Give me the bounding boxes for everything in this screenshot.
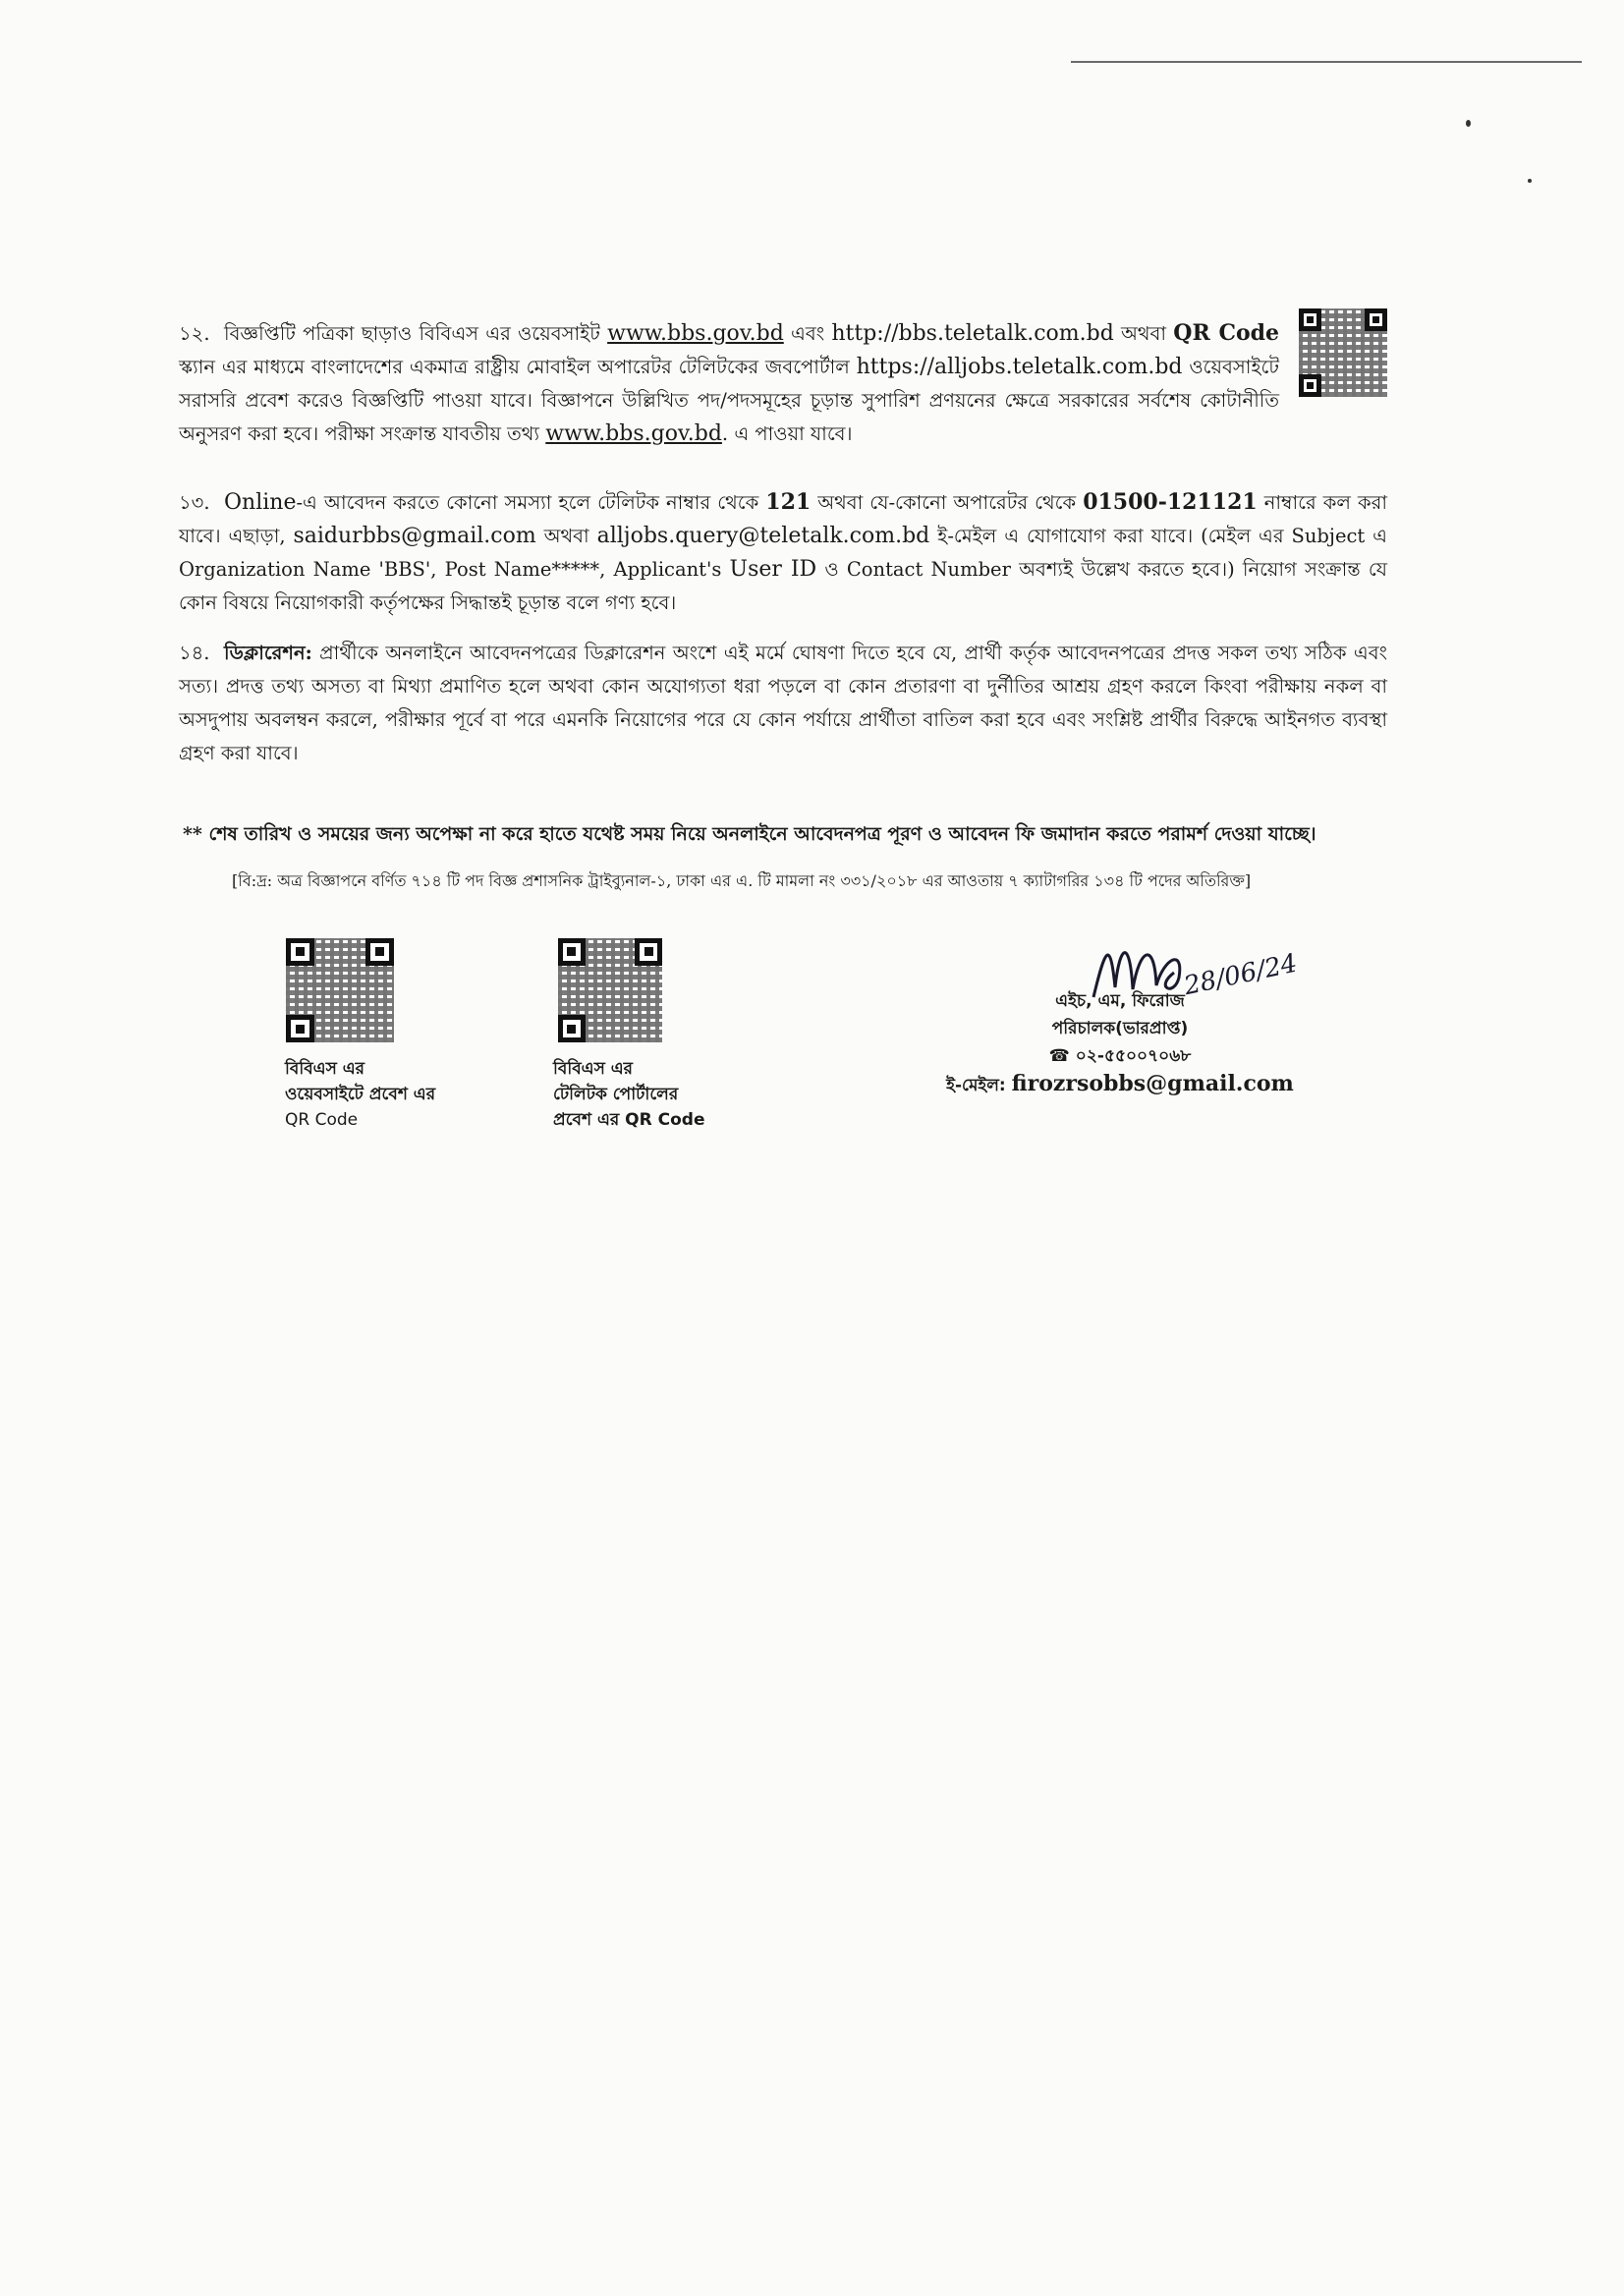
scan-artifact-dot [1528,179,1532,183]
qr-caption-website: বিবিএস এর ওয়েবসাইটে প্রবেশ এর QR Code [285,1059,436,1130]
clause-number: ১৪. [179,642,210,664]
email-link[interactable]: saidurbbs@gmail.com [293,524,536,548]
qr-caption-teletalk: বিবিএস এর টেলিটক পোর্টালের প্রবেশ এর QR Code [553,1059,705,1130]
bbs-website-link[interactable]: www.bbs.gov.bd [545,421,722,446]
signatory-block [914,987,1326,1099]
bbs-website-link[interactable]: www.bbs.gov.bd [607,321,784,346]
clause-number: ১৩. [179,491,210,514]
declaration-heading: ডিক্লারেশন: [224,642,312,664]
clause-12: ১২. বিজ্ঞপ্তিটি পত্রিকা ছাড়াও বিবিএস এর ওয়েবসাইট www.bbs.gov.bd এবং http://bbs.teletalk.com.bd অথবা QR Code স্ক্যান এর মাধ্যমে বাংলাদেশের একমাত্র রাষ্ট্রীয় মোবাইল অপারেটর টেলিটকের জবপোর্টাল https://alljobs.teletalk.com.bd ওয়েবসাইটে সরাসরি প্রবেশ করেও বিজ্ঞপ্তিটি পাওয়া যাবে। বিজ্ঞাপনে উল্লিখিত পদ/পদসমূহের চূড়ান্ত সুপারিশ প্রণয়নের ক্ষেত্রে সরকারের সর্বশেষ কোটানীতি অনুসরণ করা হবে। পরীক্ষা সংক্রান্ত যাবতীয় তথ্য www.bbs.gov.bd. এ পাওয়া যাবে। [179,316,1279,451]
email-link[interactable]: alljobs.query@teletalk.com.bd [596,524,930,548]
signatory-phone: ☎ ০২-৫৫০০৭০৬৮ [1048,1046,1192,1066]
clause-14: ১৪. ডিক্লারেশন: প্রার্থীকে অনলাইনে আবেদনপত্রের ডিক্লারেশন অংশে এই মর্মে ঘোষণা দিতে হবে যে, প্রার্থী কর্তৃক আবেদনপত্রের প্রদত্ত সকল তথ্য সঠিক এবং সত্য। প্রদত্ত তথ্য অসত্য বা মিথ্যা প্রমাণিত হলে অথবা কোন অযোগ্যতা ধরা পড়লে বা কোন প্রতারণা বা দুর্নীতির আশ্রয় গ্রহণ করলে কিংবা পরীক্ষায় নকল বা অসদুপায় অবলম্বন করলে, পরীক্ষার পূর্বে বা পরে এমনকি নিয়োগের পরে যে কোন পর্যায়ে প্রার্থীতা বাতিল করা হবে এবং সংশ্লিষ্ট প্রার্থীর বিরুদ্ধে আইনগত ব্যবস্থা গ্রহণ করা যাবে। [179,637,1387,770]
scan-artifact-line [1071,61,1582,63]
phone-icon: ☎ [1048,1046,1070,1066]
clause-number: ১২. [179,322,210,345]
qr-code-label: QR Code [1173,320,1280,346]
teletalk-bbs-link[interactable]: http://bbs.teletalk.com.bd [831,321,1114,346]
alljobs-link[interactable]: https://alljobs.teletalk.com.bd [856,355,1183,379]
qr-code-image [558,938,662,1042]
qr-code-image [286,938,394,1042]
signature-date: 28/06/24 [1181,948,1301,1002]
qr-code-image [1299,308,1387,397]
email-link[interactable]: firozrsobbs@gmail.com [1011,1071,1294,1096]
scan-artifact-dot [1466,120,1471,127]
signatory-title: পরিচালক(ভারপ্রাপ্ত) [1051,1019,1189,1038]
signatory-name: এইচ, এম, ফিরোজ [1055,991,1185,1011]
deadline-notice: ** শেষ তারিখ ও সময়ের জন্য অপেক্ষা না করে হাতে যথেষ্ট সময় নিয়ে অনলাইনে আবেদনপত্র পূরণ ও আবেদন ফি জমাদান করতে পরামর্শ দেওয়া যাচ্ছে। [183,823,1316,845]
footnote: [বি:দ্র: অত্র বিজ্ঞাপনে বর্ণিত ৭১৪ টি পদ বিজ্ঞ প্রশাসনিক ট্রাইব্যুনাল-১, ঢাকা এর এ. টি মামলা নং ৩৩১/২০১৮ এর আওতায় ৭ ক্যাটাগরির ১৩৪ টি পদের অতিরিক্ত] [232,871,1252,890]
signatory-email: ই-মেইল: firozrsobbs@gmail.com [946,1071,1294,1096]
clause-13: ১৩. Online-এ আবেদন করতে কোনো সমস্যা হলে টেলিটক নাম্বার থেকে 121 অথবা যে-কোনো অপারেটর থেকে 01500-121121 নাম্বারে কল করা যাবে। এছাড়া, saidurbbs@gmail.com অথবা alljobs.query@teletalk.com.bd ই-মেইল এ যোগাযোগ করা যাবে। (মেইল এর Subject এ Organization Name 'BBS', Post Name*****, Applicant's User ID ও Contact Number অবশ্যই উল্লেখ করতে হবে।) নিয়োগ সংক্রান্ত যে কোন বিষয়ে নিয়োগকারী কর্তৃপক্ষের সিদ্ধান্তই চূড়ান্ত বলে গণ্য হবে। [179,485,1387,620]
